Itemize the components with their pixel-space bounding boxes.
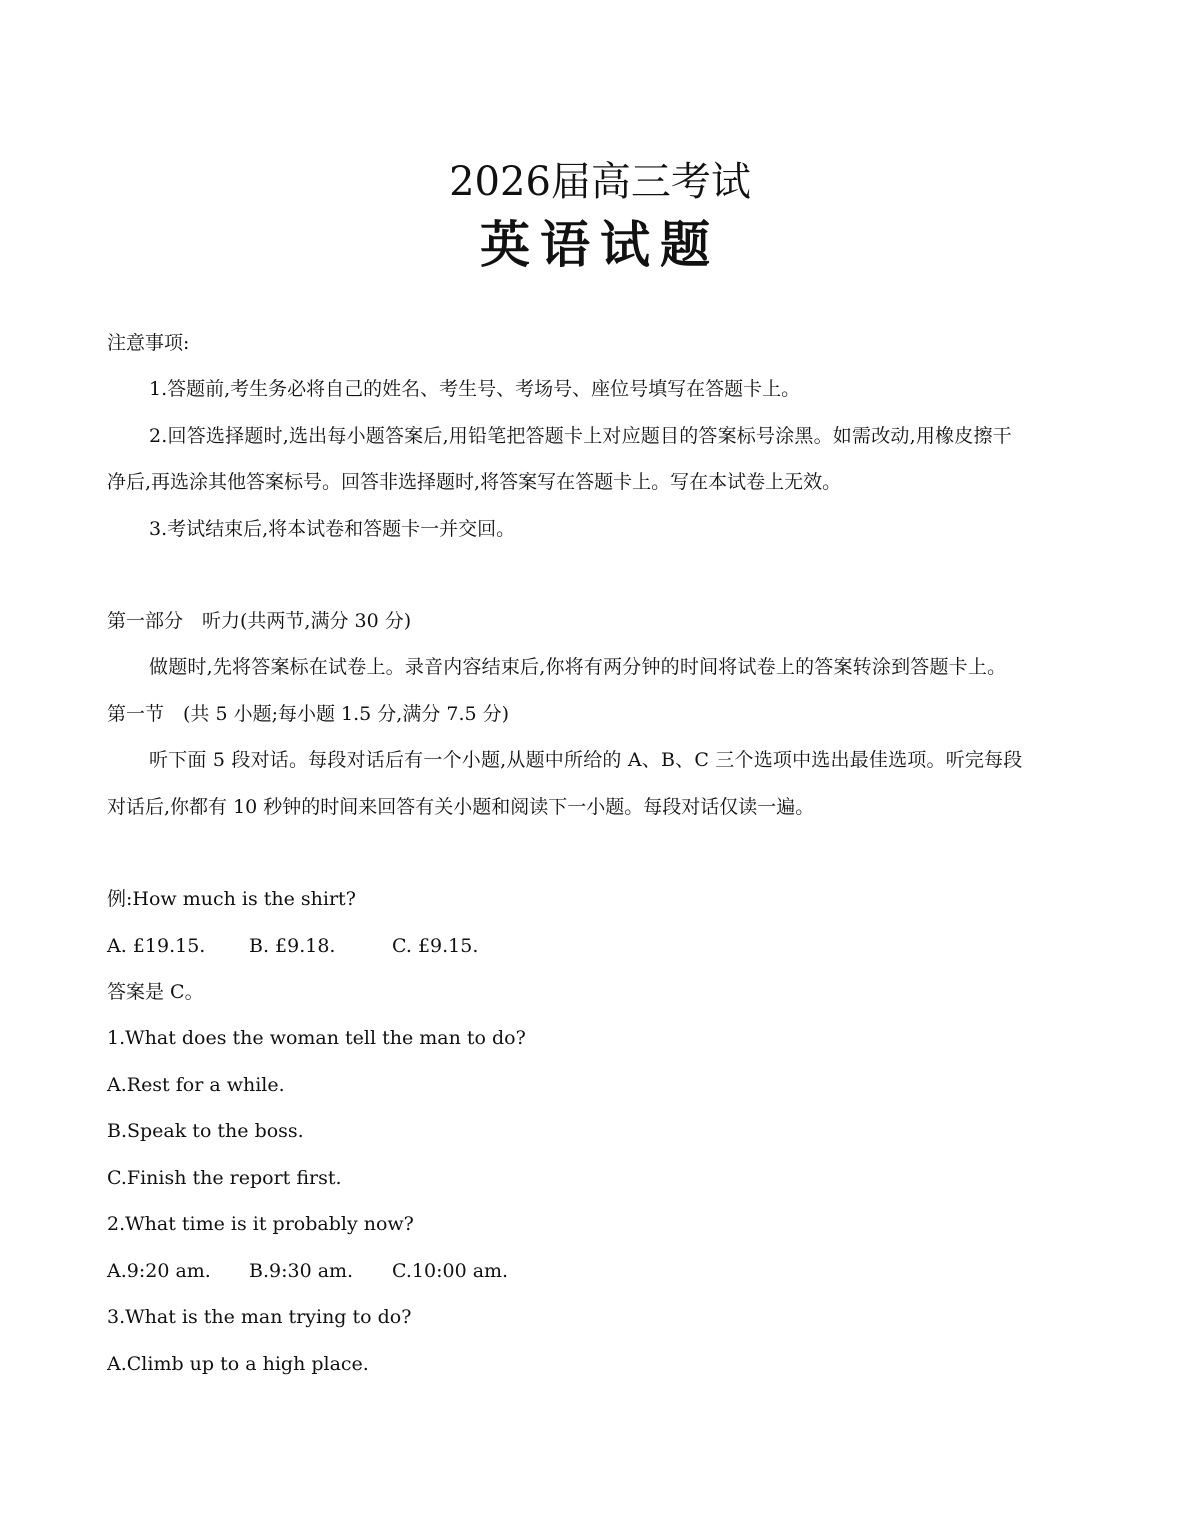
notice-item-1: 1.答题前,考生务必将自己的姓名、考生号、考场号、座位号填写在答题卡上。: [149, 378, 801, 400]
notice-item-2-line-2: 净后,再选涂其他答案标号。回答非选择题时,将答案写在答题卡上。写在本试卷上无效。: [107, 471, 842, 493]
notice-heading: 注意事项:: [107, 332, 190, 354]
example-option-b: B. £9.18.: [249, 935, 336, 957]
example-option-c: C. £9.15.: [392, 935, 479, 957]
example-options: [107, 933, 707, 959]
section1-instruction-line-2: 对话后,你都有 10 秒钟的时间来回答有关小题和阅读下一小题。每段对话仅读一遍。: [107, 796, 815, 818]
question-1-option-c: C.Finish the report first.: [107, 1167, 342, 1189]
question-1-option-b: B.Speak to the boss.: [107, 1120, 304, 1142]
section1-heading: 第一节 (共 5 小题;每小题 1.5 分,满分 7.5 分): [107, 703, 510, 725]
notice-item-2-line-1: 2.回答选择题时,选出每小题答案后,用铅笔把答题卡上对应题目的答案标号涂黑。如需改动,用橡皮擦干: [149, 425, 1012, 447]
question-1: 1.What does the woman tell the man to do?: [107, 1027, 526, 1049]
exam-subject-title: 英语试题: [480, 215, 720, 274]
question-2-option-b: B.9:30 am.: [249, 1260, 354, 1282]
question-2: 2.What time is it probably now?: [107, 1213, 414, 1235]
question-3: 3.What is the man trying to do?: [107, 1306, 412, 1328]
section1-instruction-line-1: 听下面 5 段对话。每段对话后有一个小题,从题中所给的 A、B、C 三个选项中选出最佳选项。听完每段: [149, 749, 1023, 771]
example-answer: 答案是 C。: [107, 981, 204, 1003]
example-option-a: A. £19.15.: [107, 935, 206, 957]
question-2-option-a: A.9:20 am.: [107, 1260, 211, 1282]
question-2-options: [107, 1258, 707, 1284]
question-2-option-c: C.10:00 am.: [392, 1260, 509, 1282]
example-question: 例:How much is the shirt?: [107, 888, 356, 910]
part1-instruction: 做题时,先将答案标在试卷上。录音内容结束后,你将有两分钟的时间将试卷上的答案转涂到答题卡上。: [149, 656, 1007, 678]
question-3-option-a: A.Climb up to a high place.: [107, 1353, 369, 1375]
part1-heading: 第一部分 听力(共两节,满分 30 分): [107, 610, 412, 632]
notice-item-3: 3.考试结束后,将本试卷和答题卡一并交回。: [149, 518, 516, 540]
question-1-option-a: A.Rest for a while.: [107, 1074, 285, 1096]
exam-title: 2026届高三考试: [449, 159, 751, 205]
